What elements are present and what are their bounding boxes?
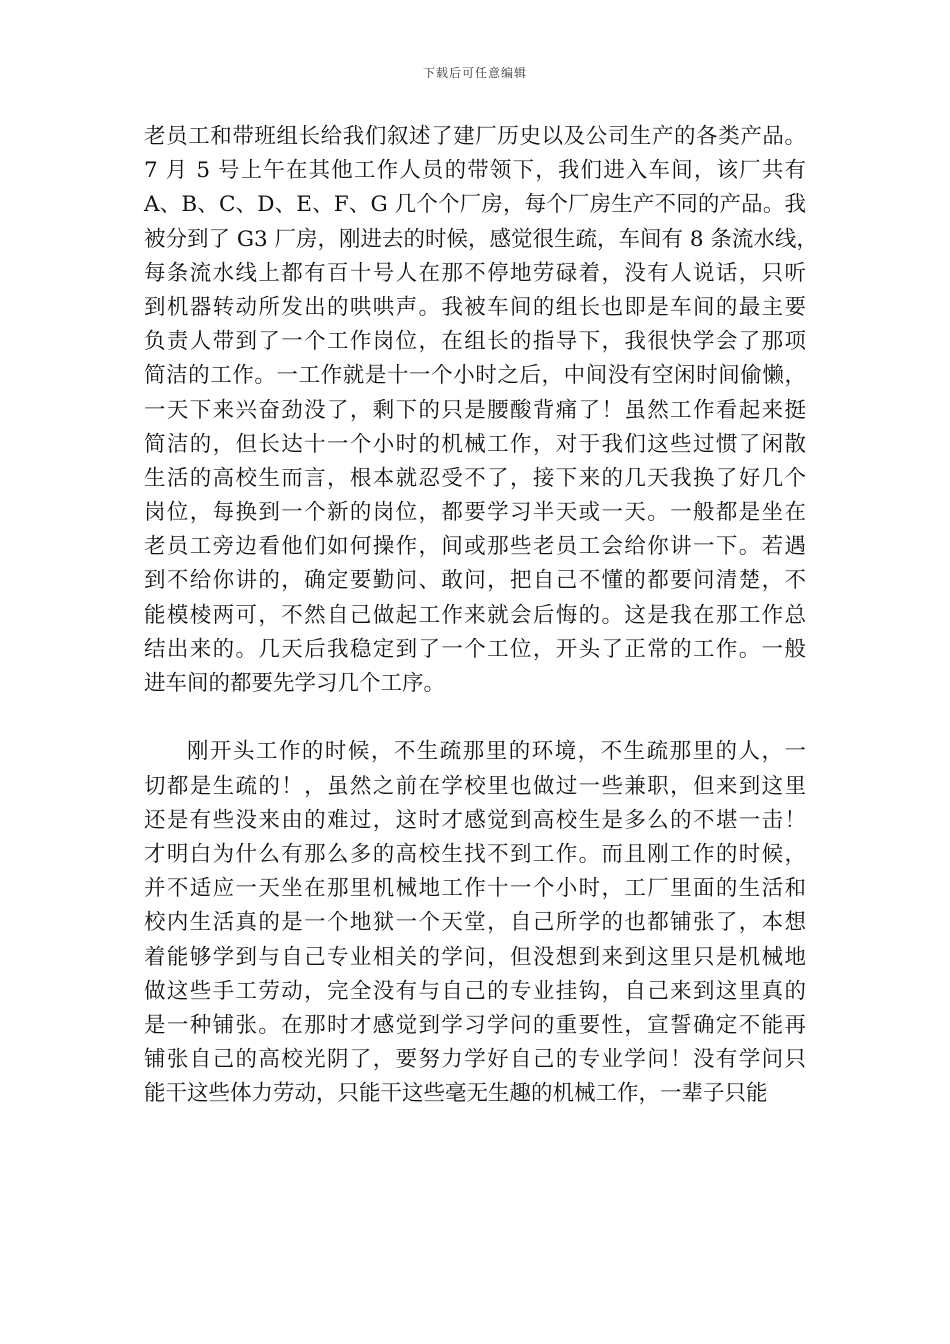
text-line: 结出来的。几天后我稳定到了一个工位，开头了正常的工作。一般: [144, 636, 806, 662]
text-line: 做这些手工劳动，完全没有与自己的专业挂钩，自己来到这里真的: [144, 978, 806, 1004]
text-line: A、B、C、D、E、F、G 几个个厂房，每个厂房生产不同的产品。我: [144, 192, 806, 218]
paragraph-1: [144, 120, 818, 701]
text-line: 到机器转动所发出的哄哄声。我被车间的组长也即是车间的最主要: [144, 294, 806, 320]
paragraph-spacer: [144, 701, 806, 735]
paragraph-2: [144, 735, 806, 1111]
document-body: [144, 120, 818, 1111]
text-line: 一天下来兴奋劲没了，剩下的只是腰酸背痛了！虽然工作看起来挺: [144, 397, 806, 423]
text-line: 还是有些没来由的难过，这时才感觉到高校生是多么的不堪一击！: [144, 807, 806, 833]
text-line: 校内生活真的是一个地狱一个天堂，自己所学的也都铺张了，本想: [144, 910, 806, 936]
text-line: 简洁的，但长达十一个小时的机械工作，对于我们这些过惯了闲散: [144, 431, 806, 457]
text-line: 每条流水线上都有百十号人在那不停地劳碌着，没有人说话，只听: [144, 260, 806, 286]
text-line: 被分到了 G3 厂房，刚进去的时候，感觉很生疏，车间有 8 条流水线，: [144, 226, 818, 252]
text-line: 并不适应一天坐在那里机械地工作十一个小时，工厂里面的生活和: [144, 876, 806, 902]
text-line: 老员工旁边看他们如何操作，间或那些老员工会给你讲一下。若遇: [144, 534, 806, 560]
page-header: 下载后可任意编辑: [422, 66, 527, 80]
text-line: 着能够学到与自己专业相关的学问，但没想到来到这里只是机械地: [144, 944, 806, 970]
text-line: 切都是生疏的！，虽然之前在学校里也做过一些兼职，但来到这里: [144, 773, 806, 799]
text-line: 岗位，每换到一个新的岗位，都要学习半天或一天。一般都是坐在: [144, 500, 806, 526]
text-line: 铺张自己的高校光阴了，要努力学好自己的专业学问！没有学问只: [144, 1047, 806, 1073]
text-line: 是一种铺张。在那时才感觉到学习学问的重要性，宣誓确定不能再: [144, 1012, 806, 1038]
text-line: 才明白为什么有那么多的高校生找不到工作。而且刚工作的时候，: [144, 841, 806, 867]
text-line: 到不给你讲的，确定要勤问、敢问，把自己不懂的都要问清楚，不: [144, 568, 806, 594]
text-line: 7 月 5 号上午在其他工作人员的带领下，我们进入车间，该厂共有: [144, 158, 806, 184]
text-line: 生活的高校生而言，根本就忍受不了，接下来的几天我换了好几个: [144, 465, 806, 491]
text-line: 老员工和带班组长给我们叙述了建厂历史以及公司生产的各类产品。: [144, 124, 806, 149]
text-line: 能干这些体力劳动，只能干这些毫无生趣的机械工作，一辈子只能: [144, 1081, 768, 1107]
text-line: 进车间的都要先学习几个工序。: [144, 671, 446, 696]
text-line: 负责人带到了一个工作岗位，在组长的指导下，我很快学会了那项: [144, 329, 806, 355]
text-line: 刚开头工作的时候，不生疏那里的环境，不生疏那里的人，一: [187, 739, 806, 765]
text-line: 简洁的工作。一工作就是十一个小时之后，中间没有空闲时间偷懒，: [144, 363, 806, 389]
text-line: 能模棱两可，不然自己做起工作来就会后悔的。这是我在那工作总: [144, 602, 806, 628]
